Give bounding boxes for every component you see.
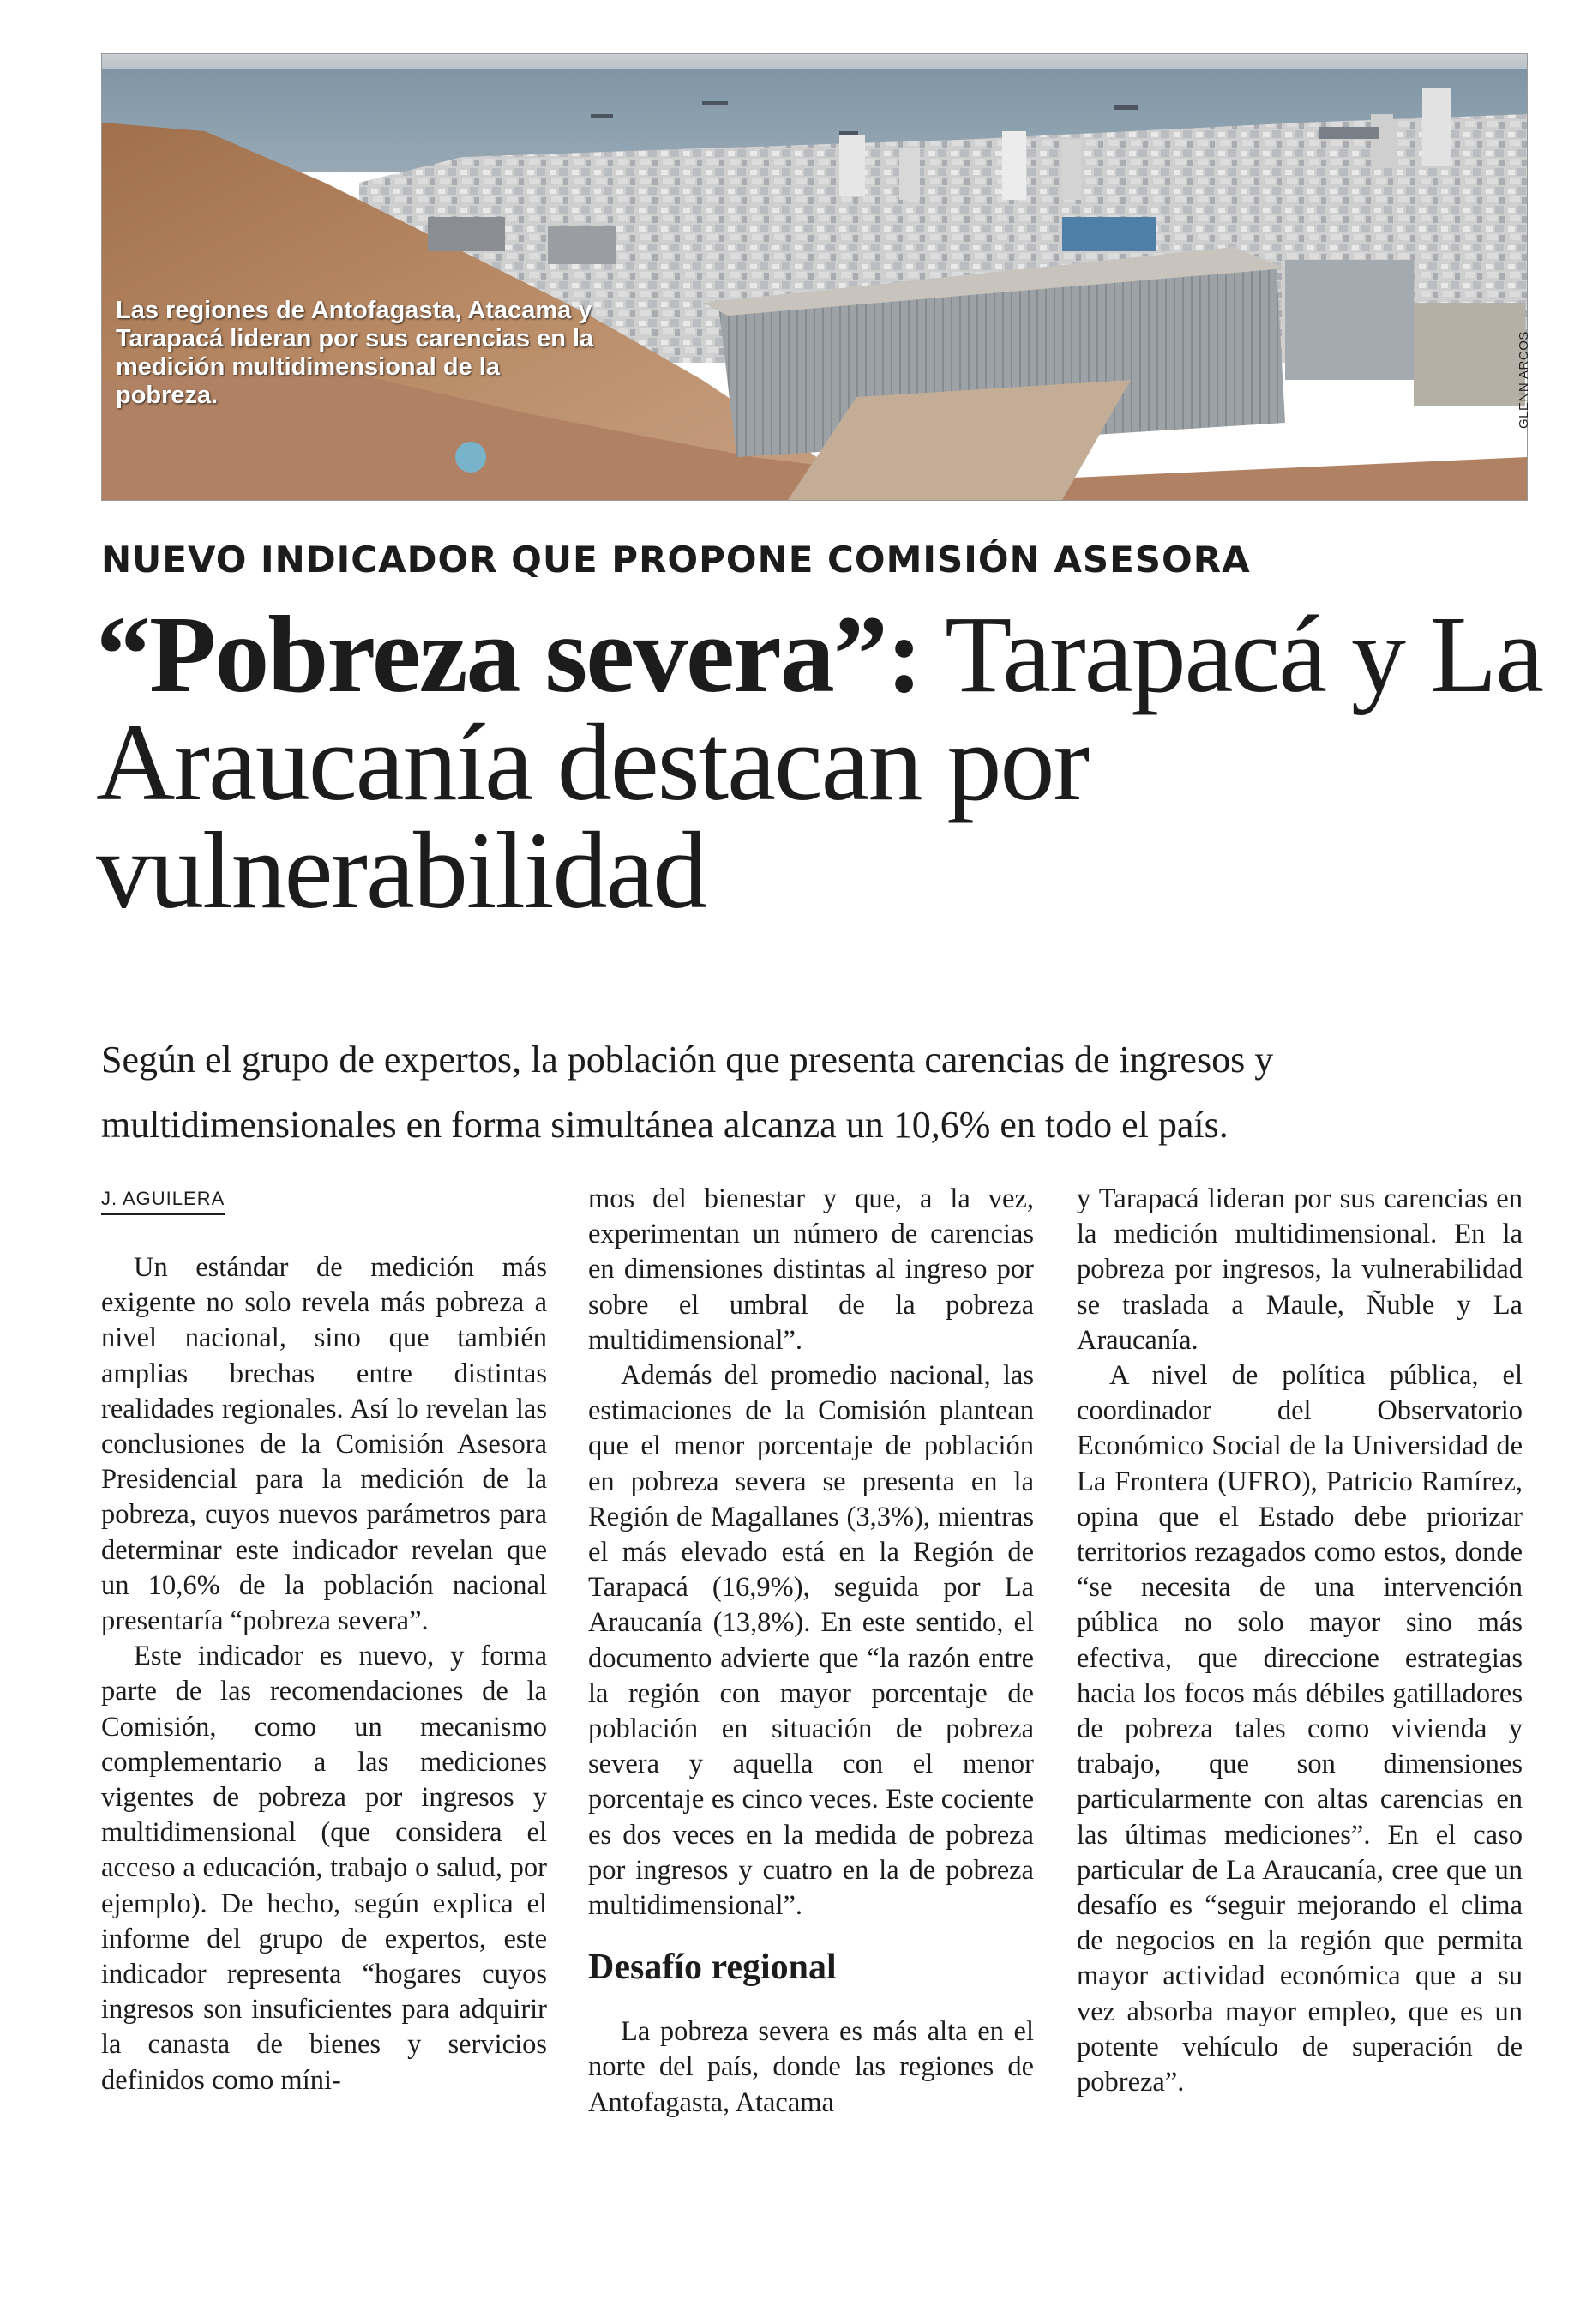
headline [96, 593, 1571, 931]
deck: Según el grupo de expertos, la población que presenta carencias de ingresos y multidimensionales en forma simultánea alcanza un 10,6% en todo el país. [101, 1039, 1274, 1146]
byline: J. AGUILERA [101, 1188, 225, 1215]
subheading: Desafío regional [588, 1948, 837, 1988]
paragraph: mos del bienestar y que, a la vez, experimentan un número de carencias en dimensiones distintas al ingreso por sobre el umbral de la pobreza multidimensional”. [588, 1183, 1034, 1356]
paragraph: y Tarapacá lideran por sus carencias en la medición multidimensional. En la pobreza por ingresos, la vulnerabilidad se traslada a Maule, Ñuble y La Araucanía. [1077, 1183, 1523, 1356]
paragraph: La pobreza severa es más alta en el norte del país, donde las regiones de Antofagasta, Atacama [588, 2016, 1034, 2118]
body-column-1 [101, 1250, 547, 2098]
paragraph: Este indicador es nuevo, y forma parte de las recomendaciones de la Comisión, como un mecanismo complementario a las mediciones vigentes de pobreza por ingresos y multidimensional (que considera el acceso a educación, trabajo o salud, por ejemplo). De hecho, según explica el informe del grupo de expertos, este indicador representa “hogares cuyos ingresos son insuficientes para adquirir la canasta de bienes y servicios definidos como míni- [101, 1641, 547, 2096]
hillside-city-photo [102, 54, 1527, 500]
headline-rest: Tarapacá y La Araucanía destacan por vulnerabilidad [96, 593, 1542, 931]
body-column-3 [1077, 1182, 1523, 2100]
paragraph: Además del promedio nacional, las estimaciones de la Comisión plantean que el menor porcentaje de población en pobreza severa se presenta en la Región de Magallanes (3,3%), mientras el más elevado está en la Región de Tarapacá (16,9%), seguida por La Araucanía (13,8%). En este sentido, el documento advierte que “la razón entre la región con mayor porcentaje de población en situación de pobreza severa y aquella con el menor porcentaje es cinco veces. Este cociente es dos veces en la medida de pobreza por ingresos y cuatro en la de pobreza multidimensional”. [588, 1360, 1034, 1922]
paragraph: Un estándar de medición más exigente no solo revela más pobreza a nivel nacional, sino que también amplias brechas entre distintas realidades regionales. Así lo revelan las conclusiones de la Comisión Asesora Presidencial para la medición de la pobreza, cuyos nuevos parámetros para determinar este indicador revelan que un 10,6% de la población nacional presentaría “pobreza severa”. [101, 1252, 547, 1637]
body-column-2 [588, 1182, 1034, 2121]
paragraph: A nivel de política pública, el coordinador del Observatorio Económico Social de la Universidad de La Frontera (UFRO), Patricio Ramírez, opina que el Estado debe priorizar territorios rezagados como estos, donde “se necesita de una intervención pública no solo mayor sino más efectiva, que direccione estrategias hacia los focos más débiles gatilladores de pobreza tales como vivienda y trabajo, que son dimensiones particularmente con altas carencias en las últimas mediciones”. En el caso particular de La Araucanía, cree que un desafío es “seguir mejorando el clima de negocios en la región que permita mayor actividad económica que a su vez absorba mayor empleo, que es un potente vehículo de superación de pobreza”. [1077, 1360, 1523, 2098]
photo-credit: GLENN ARCOS [1517, 331, 1531, 429]
headline-bold: “Pobreza severa”: [96, 593, 922, 715]
kicker: NUEVO INDICADOR QUE PROPONE COMISIÓN ASESORA [101, 539, 1251, 581]
photo-caption: Las regiones de Antofagasta, Atacama y Tarapacá lideran por sus carencias en la medición multidimensional de la pobreza. [116, 297, 594, 409]
article-photo [101, 53, 1528, 501]
